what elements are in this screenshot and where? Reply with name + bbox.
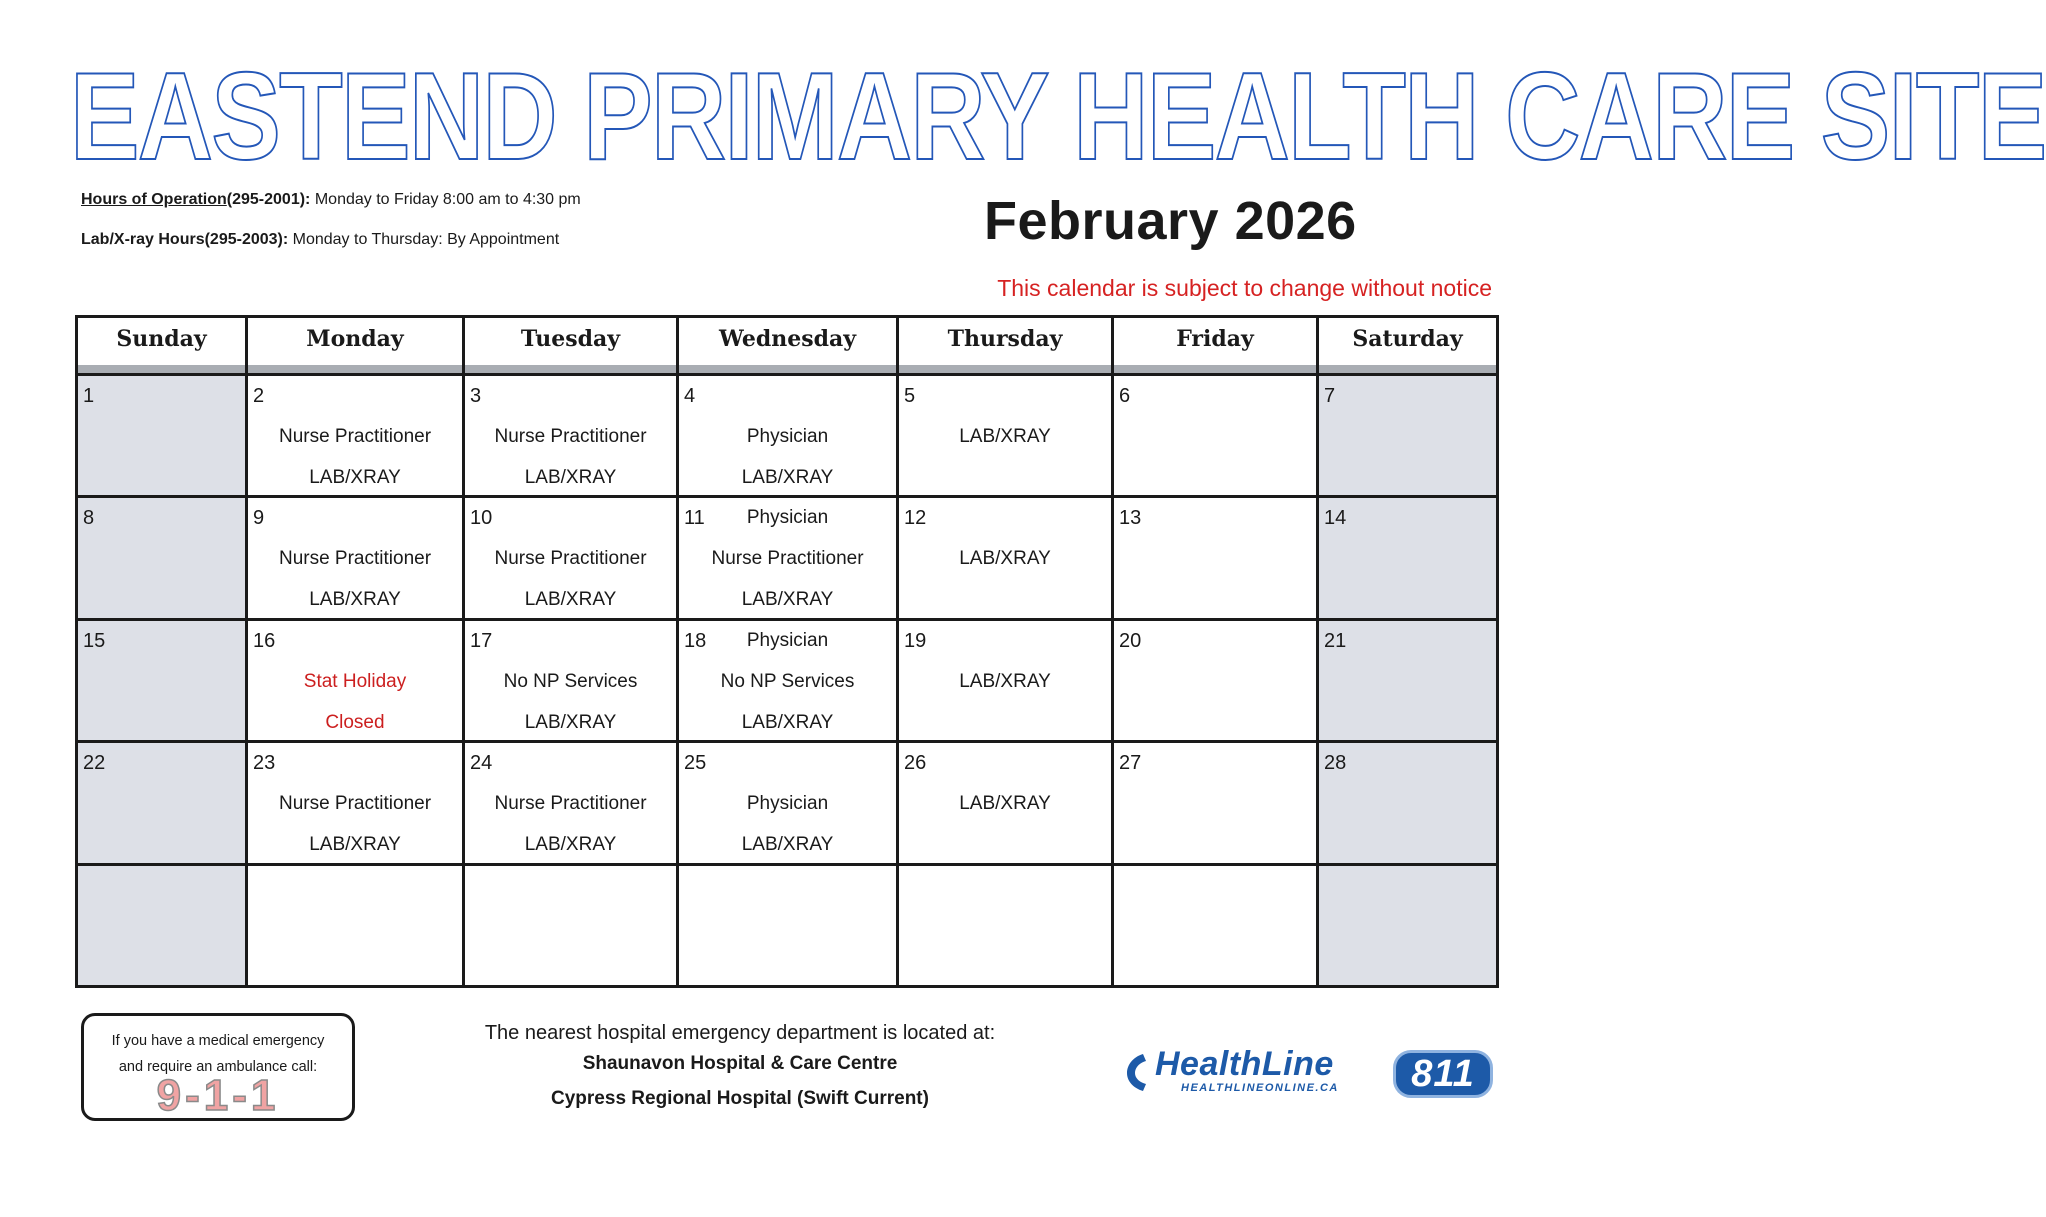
day-entry: LAB/XRAY bbox=[309, 589, 401, 611]
hospital-intro: The nearest hospital emergency department is located at: bbox=[484, 1022, 996, 1044]
day-cell bbox=[1114, 621, 1319, 740]
day-cell bbox=[1319, 376, 1496, 495]
day-number: 27 bbox=[1119, 752, 1142, 775]
calendar-week-row bbox=[78, 743, 1496, 865]
emergency-box bbox=[81, 1013, 355, 1121]
day-cell bbox=[679, 743, 899, 862]
day-cell bbox=[679, 376, 899, 495]
day-cell bbox=[465, 498, 679, 617]
emergency-line-1: If you have a medical emergency bbox=[111, 1033, 325, 1049]
day-cell bbox=[465, 376, 679, 495]
day-entry: LAB/XRAY bbox=[741, 834, 834, 856]
healthline-number: 811 bbox=[1393, 1050, 1493, 1098]
hospital-info bbox=[440, 1020, 1040, 1116]
day-cell bbox=[679, 621, 899, 740]
day-entry: Physician bbox=[746, 507, 829, 529]
calendar-weeks bbox=[78, 376, 1496, 985]
day-entry: Nurse Practitioner bbox=[494, 793, 647, 815]
day-cell bbox=[679, 866, 899, 985]
day-number: 7 bbox=[1324, 385, 1336, 407]
day-cell bbox=[78, 866, 248, 985]
day-number: 19 bbox=[904, 629, 927, 652]
day-cell bbox=[465, 743, 679, 862]
healthline-url: HEALTHLINEONLINE.CA bbox=[1181, 1082, 1339, 1094]
weekday-header-row bbox=[78, 318, 1496, 376]
calendar-week-row bbox=[78, 621, 1496, 743]
day-entry: LAB/XRAY bbox=[741, 467, 834, 488]
healthline-logo bbox=[1123, 1047, 1498, 1102]
day-cell bbox=[899, 498, 1114, 617]
hours-text: Monday to Friday 8:00 am to 4:30 pm bbox=[310, 191, 581, 208]
day-entry: Nurse Practitioner bbox=[278, 426, 432, 447]
day-number: 8 bbox=[83, 507, 95, 530]
day-number: 9 bbox=[253, 507, 265, 530]
day-number: 16 bbox=[253, 629, 276, 652]
day-cell bbox=[899, 743, 1114, 862]
day-cell bbox=[1319, 866, 1496, 985]
month-title: February 2026 bbox=[984, 191, 1357, 251]
emergency-line-2: and require an ambulance call: bbox=[118, 1059, 318, 1075]
weekday-header: Friday bbox=[1114, 318, 1319, 373]
day-entry: LAB/XRAY bbox=[309, 834, 401, 856]
lab-hours-label: Lab/X-ray Hours(295-2003): bbox=[81, 231, 289, 248]
calendar-grid bbox=[75, 315, 1499, 988]
day-entry: LAB/XRAY bbox=[524, 834, 617, 856]
healthline-brand: HealthLine bbox=[1155, 1045, 1334, 1083]
day-entry: LAB/XRAY bbox=[741, 589, 834, 611]
day-number: 10 bbox=[470, 507, 493, 530]
day-entry: LAB/XRAY bbox=[741, 711, 834, 733]
day-cell bbox=[248, 498, 465, 617]
day-cell bbox=[248, 866, 465, 985]
day-entry: Nurse Practitioner bbox=[278, 793, 432, 815]
hospital-name-1: Shaunavon Hospital & Care Centre bbox=[582, 1053, 898, 1074]
day-entry: LAB/XRAY bbox=[524, 589, 617, 611]
day-entry: Closed bbox=[325, 711, 385, 733]
day-entry: Nurse Practitioner bbox=[494, 548, 647, 570]
day-cell bbox=[1114, 743, 1319, 862]
site-title-banner: EASTEND PRIMARY HEALTH CARE SITE bbox=[70, 48, 2046, 186]
day-number: 12 bbox=[904, 507, 927, 530]
day-entry: LAB/XRAY bbox=[524, 711, 617, 733]
day-number: 24 bbox=[470, 752, 493, 775]
day-number: 4 bbox=[684, 385, 696, 407]
day-cell bbox=[1319, 621, 1496, 740]
day-entry: Nurse Practitioner bbox=[711, 548, 864, 570]
phone-icon bbox=[1123, 1051, 1153, 1093]
day-cell bbox=[78, 376, 248, 495]
day-entry: LAB/XRAY bbox=[959, 426, 1051, 447]
change-notice: This calendar is subject to change without notice bbox=[997, 275, 1492, 301]
day-cell bbox=[1319, 498, 1496, 617]
day-number: 6 bbox=[1119, 385, 1131, 407]
weekday-header: Tuesday bbox=[465, 318, 679, 373]
lab-hours-text: Monday to Thursday: By Appointment bbox=[288, 231, 560, 248]
hours-of-operation bbox=[81, 191, 581, 209]
calendar-week-row bbox=[78, 376, 1496, 498]
hours-label: Hours of Operation bbox=[81, 191, 227, 208]
day-number: 20 bbox=[1119, 629, 1142, 652]
weekday-header: Wednesday bbox=[679, 318, 899, 373]
calendar-week-row bbox=[78, 498, 1496, 620]
day-cell bbox=[1114, 866, 1319, 985]
day-cell bbox=[78, 498, 248, 617]
day-entry: Nurse Practitioner bbox=[494, 426, 647, 447]
day-cell bbox=[1319, 743, 1496, 862]
day-cell bbox=[1114, 376, 1319, 495]
day-cell bbox=[899, 621, 1114, 740]
day-cell bbox=[78, 743, 248, 862]
day-entry: No NP Services bbox=[503, 670, 638, 692]
day-cell bbox=[465, 621, 679, 740]
day-entry: LAB/XRAY bbox=[959, 670, 1051, 692]
day-number: 14 bbox=[1324, 507, 1347, 530]
day-entry: Physician bbox=[746, 426, 829, 447]
day-entry: Physician bbox=[746, 629, 829, 651]
day-entry: LAB/XRAY bbox=[309, 467, 401, 488]
hospital-name-2: Cypress Regional Hospital (Swift Current) bbox=[551, 1088, 929, 1109]
day-entry: Stat Holiday bbox=[303, 670, 407, 692]
day-cell bbox=[78, 621, 248, 740]
day-entry: Nurse Practitioner bbox=[278, 548, 432, 570]
day-number: 25 bbox=[684, 752, 707, 775]
day-cell bbox=[1114, 498, 1319, 617]
day-number: 17 bbox=[470, 629, 493, 652]
day-number: 5 bbox=[904, 385, 916, 407]
weekday-header: Thursday bbox=[899, 318, 1114, 373]
day-number: 3 bbox=[470, 385, 482, 407]
day-cell bbox=[248, 376, 465, 495]
day-entry: LAB/XRAY bbox=[959, 548, 1051, 570]
weekday-header: Saturday bbox=[1319, 318, 1496, 373]
day-number: 26 bbox=[904, 752, 927, 775]
day-entry: LAB/XRAY bbox=[524, 467, 617, 488]
day-cell bbox=[248, 743, 465, 862]
day-number: 23 bbox=[253, 752, 276, 775]
day-entry: LAB/XRAY bbox=[959, 793, 1051, 815]
day-number: 22 bbox=[83, 752, 106, 775]
day-number: 15 bbox=[83, 629, 106, 652]
lab-hours bbox=[81, 231, 559, 249]
day-entry: No NP Services bbox=[720, 670, 855, 692]
day-cell bbox=[465, 866, 679, 985]
day-number: 1 bbox=[83, 385, 95, 407]
day-cell bbox=[248, 621, 465, 740]
day-number: 11 bbox=[684, 507, 705, 530]
day-number: 18 bbox=[684, 629, 707, 652]
day-cell bbox=[679, 498, 899, 617]
day-number: 2 bbox=[253, 385, 265, 407]
weekday-header: Monday bbox=[248, 318, 465, 373]
emergency-number: 9-1-1 bbox=[156, 1071, 280, 1120]
day-entry: Physician bbox=[746, 793, 829, 815]
calendar-week-row bbox=[78, 866, 1496, 985]
day-number: 13 bbox=[1119, 507, 1142, 530]
hours-phone: (295-2001): bbox=[226, 191, 311, 208]
weekday-header: Sunday bbox=[78, 318, 248, 373]
day-cell bbox=[899, 866, 1114, 985]
day-number: 21 bbox=[1324, 629, 1347, 652]
day-number: 28 bbox=[1324, 752, 1347, 775]
day-cell bbox=[899, 376, 1114, 495]
